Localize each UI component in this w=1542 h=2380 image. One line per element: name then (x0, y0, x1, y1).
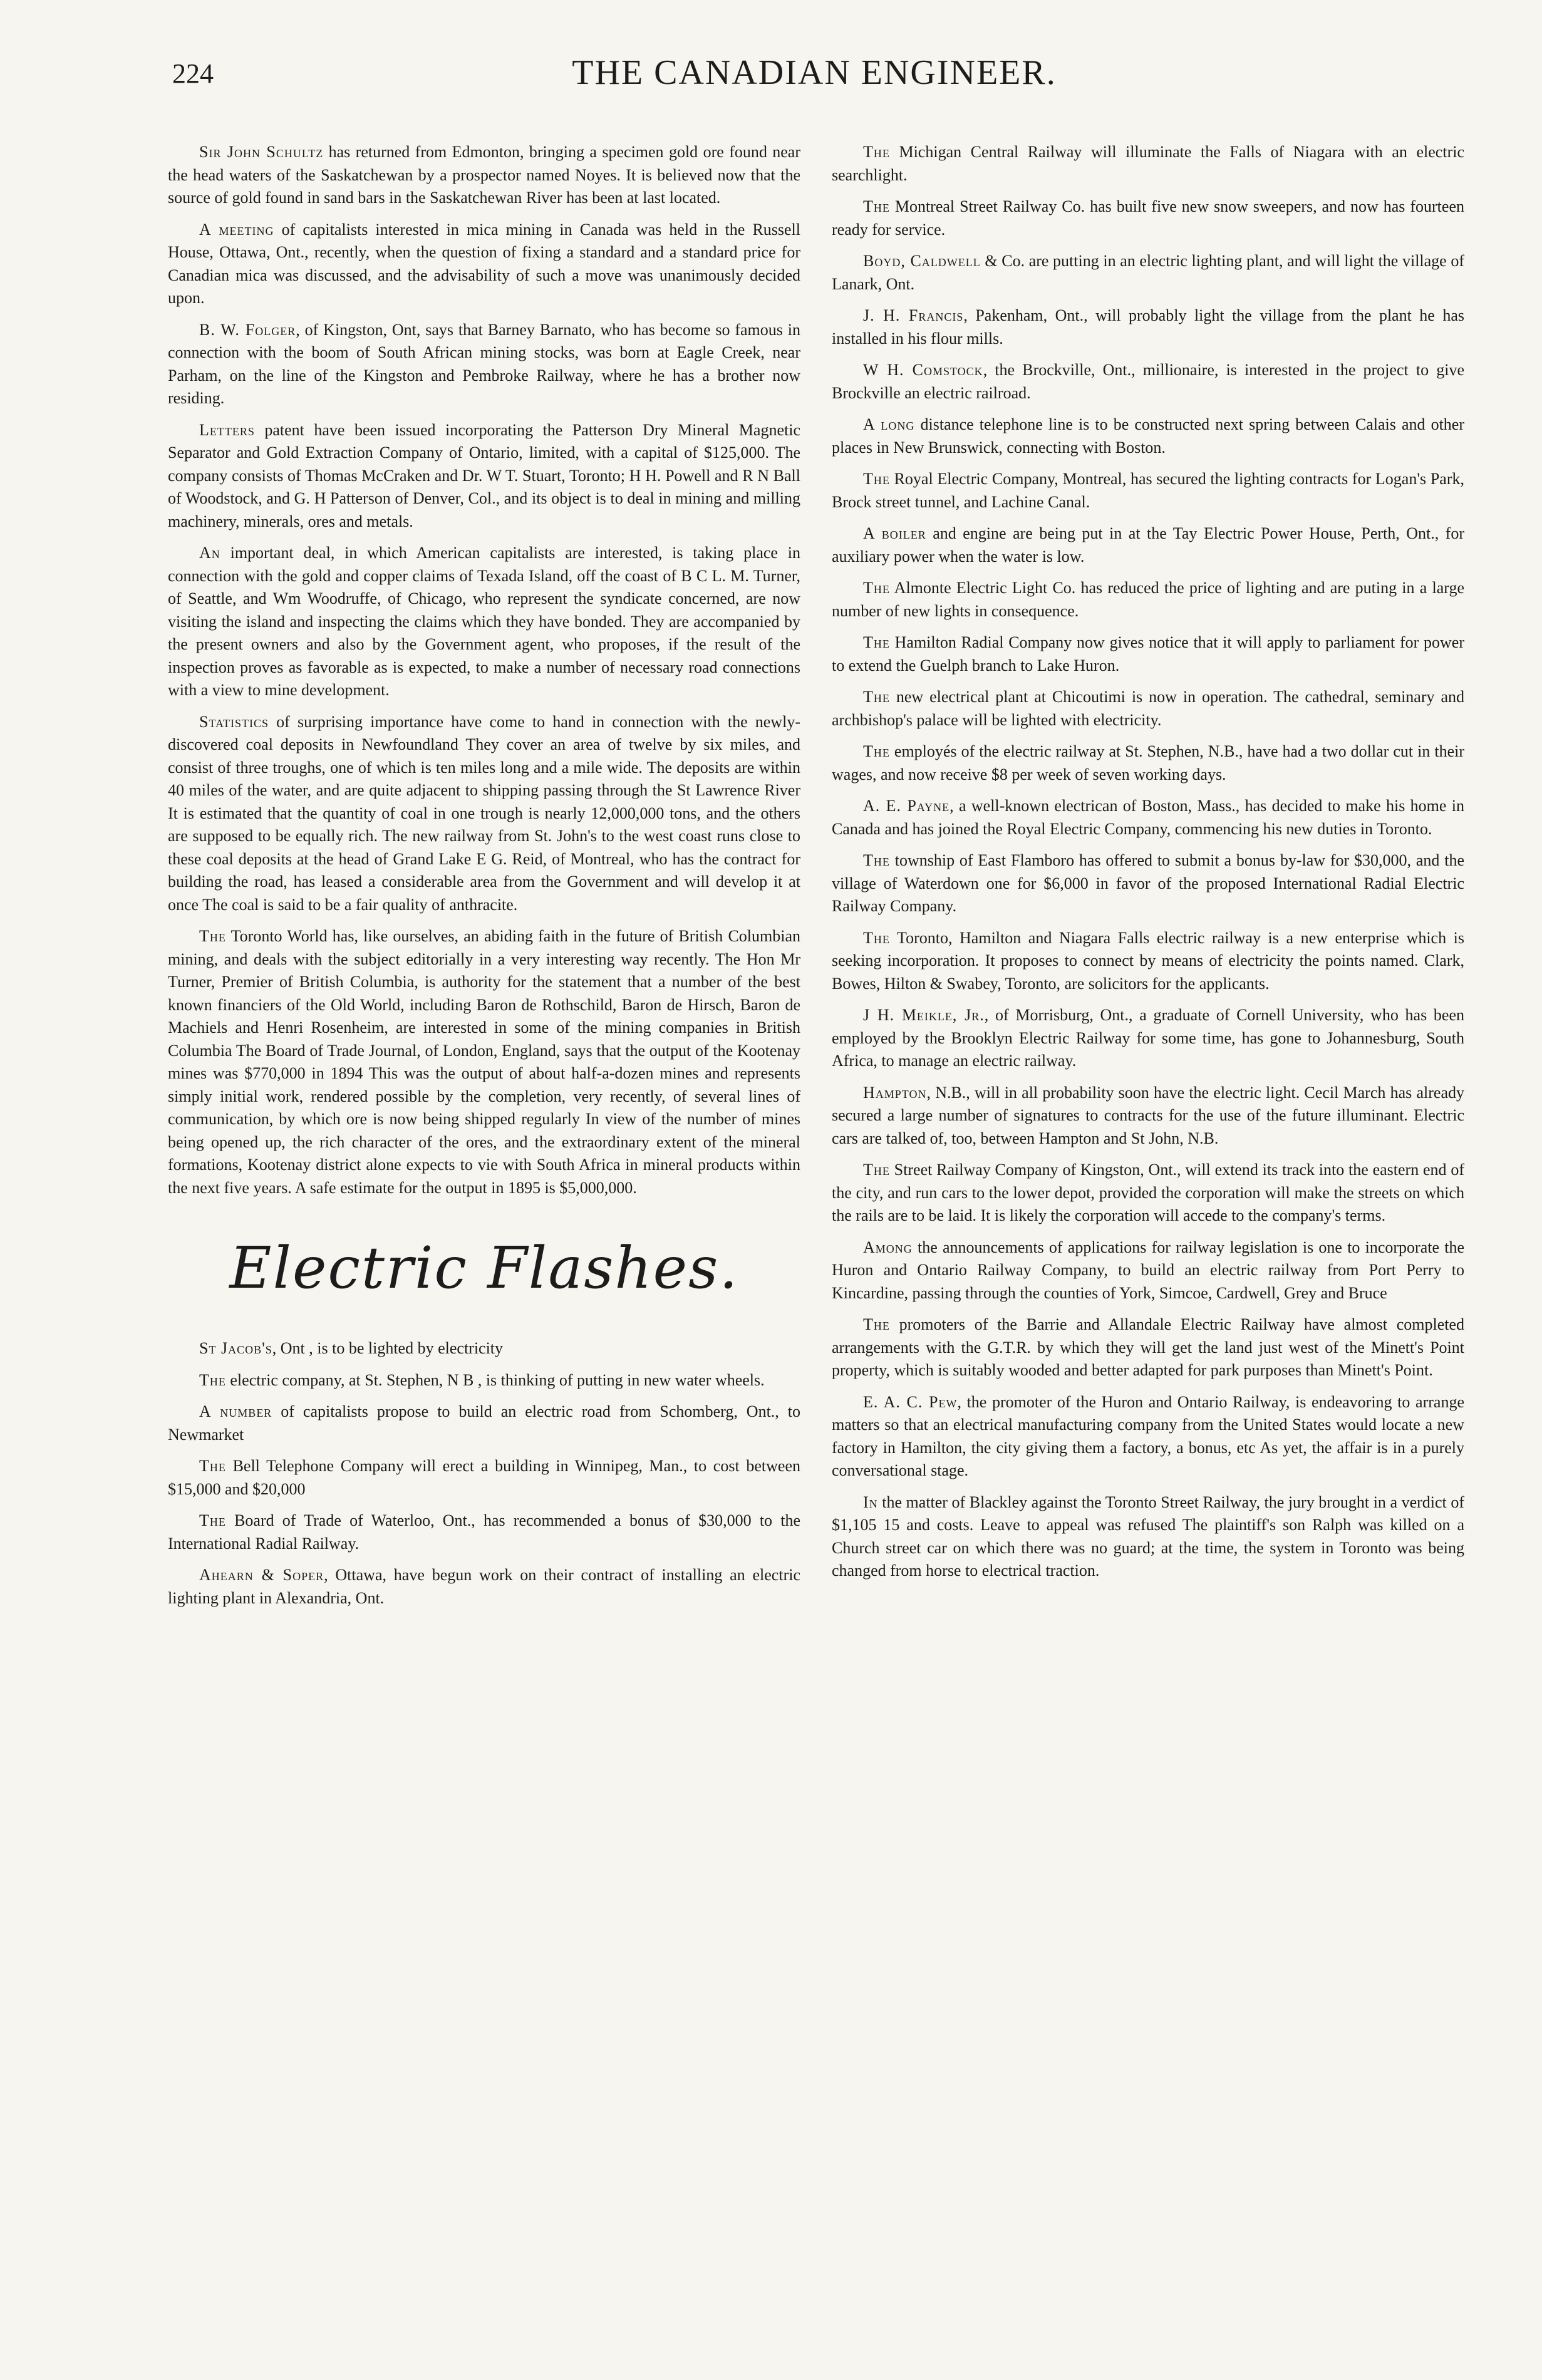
paragraph-text: & Co. are putting in an electric lighting plant, and will light the village of Lanark, Ont. (832, 252, 1464, 293)
paragraph-lead: B. W. Folger (199, 320, 296, 339)
paragraph (832, 141, 1464, 187)
paragraph (832, 522, 1464, 568)
paragraph-lead: The (863, 928, 890, 947)
paragraph (168, 1337, 800, 1360)
left-articles (168, 141, 800, 1199)
paragraph (168, 319, 800, 410)
paragraph-lead: St Jacob's (199, 1339, 272, 1357)
paragraph-text: , Pakenham, Ont., will probably light the village from the plant he has installed in his flour mills. (832, 306, 1464, 348)
paragraph (832, 359, 1464, 405)
paragraph-text: has returned from Edmonton, bringing a specimen gold ore found near the head waters of the Saskatchewan by a prospector named Noyes. It is believed now that the source of gold found in sand bars in the Saskatchewan River has been at last located. (168, 143, 800, 207)
paragraph (832, 304, 1464, 350)
paragraph-lead: The (199, 1511, 226, 1529)
flashes-left (168, 1337, 800, 1610)
paragraph-text: , N.B., will in all probability soon have the electric light. Cecil March has already secured a large number of signatures to contracts for the use of the future illuminant. Electric cars are talked of, too, between Hampton and St John, N.B. (832, 1083, 1464, 1147)
paragraph-lead: The (863, 688, 890, 706)
paragraph-text: , Ottawa, have begun work on their contract of installing an electric lighting plant in Alexandria, Ont. (168, 1566, 800, 1607)
paragraph-text: promoters of the Barrie and Allandale Electric Railway have almost completed arrangements with the G.T.R. by which they will get the land just west of the Minett's Point property, which is suitably wooded and better adapted for park purposes than Minett's Point. (832, 1315, 1464, 1379)
paragraph-lead: The (863, 1315, 890, 1333)
paragraph (832, 577, 1464, 623)
paragraph-text: of capitalists propose to build an electric road from Schomberg, Ont., to Newmarket (168, 1402, 800, 1444)
paragraph (168, 1564, 800, 1610)
paragraph-text: Street Railway Company of Kingston, Ont., will extend its track into the eastern end of the city, and run cars to the lower depot, provided the corporation will make the streets on which the rails are to be laid. It is likely the corporation will accede to the company's terms. (832, 1161, 1464, 1224)
paragraph-text: Bell Telephone Company will erect a building in Winnipeg, Man., to cost between $15,000 and $20,000 (168, 1457, 800, 1498)
left-column (168, 141, 800, 2346)
paragraph-lead: The (863, 579, 890, 597)
paragraph-text: , of Kingston, Ont, says that Barney Barnato, who has become so famous in connection with the boom of South African mining stocks, was born at Eagle Creek, near Parham, on the line of the Kingston and Pembroke Railway, where he has a brother now residing. (168, 320, 800, 407)
paragraph-lead: J H. Meikle, Jr. (863, 1006, 985, 1024)
paragraph (832, 1236, 1464, 1305)
paragraph-text: patent have been issued incorporating the Patterson Dry Mineral Magnetic Separator and Gold Extraction Company of Ontario, limited, with a capital of $125,000. The company consists of Thomas McCraken and Dr. W T. Stuart, Toronto; H H. Powell and R N Ball of Woodstock, and G. H Patterson of Denver, Col., and its object is to deal in mining and milling machinery, minerals, ores and metals. (168, 420, 800, 530)
paragraph (832, 195, 1464, 241)
paragraph-text: Toronto World has, like ourselves, an abiding faith in the future of British Columbian mining, and deals with the subject editorially in a very interesting way recently. The Hon Mr Turner, Premier of British Columbia, is authority for the statement that a number of the best known financiers of the Old World, including Baron de Rothschild, Baron de Hirsch, Baron de Machiels and Henri Rosenheim, are interested in some of the mining companies in British Columbia The Board of Trade Journal, of London, England, says that the output of the Kootenay mines was $770,000 in 1894 This was the output of about half-a-dozen mines and represents simply initial work, rendered possible by the completion, very recently, of several lines of communication, by which ore is now being shipped regularly In view of the number of mines being opened up, the rich character of the ores, and the extraordinary extent of the mineral formations, Kootenay district alone expects to vie with South Africa in mineral products within the next five years. A safe estimate for the output in 1895 is $5,000,000. (168, 927, 800, 1197)
paragraph-lead: A number (199, 1402, 272, 1420)
paragraph (168, 219, 800, 310)
paragraph-lead: Letters (199, 420, 255, 439)
paragraph-text: and engine are being put in at the Tay Electric Power House, Perth, Ont., for auxiliary power when the water is low. (832, 524, 1464, 566)
paragraph (832, 795, 1464, 841)
paragraph-lead: A. E. Payne (863, 797, 950, 815)
paragraph (832, 413, 1464, 459)
paragraph (168, 419, 800, 534)
paragraph-text: Board of Trade of Waterloo, Ont., has recommended a bonus of $30,000 to the International Radial Railway. (168, 1511, 800, 1553)
paragraph (832, 250, 1464, 296)
paragraph-lead: The (863, 143, 890, 161)
paragraph (832, 1082, 1464, 1151)
paragraph-lead: The (863, 633, 890, 651)
paragraph-text: the announcements of applications for railway legislation is one to incorporate the Huron and Ontario Railway Company, to build an electric railway from Port Perry to Kincardine, passing through the counties of York, Simcoe, Cardwell, Grey and Bruce (832, 1238, 1464, 1302)
paragraph-text: Montreal Street Railway Co. has built five new snow sweepers, and now has fourteen ready for service. (832, 197, 1464, 239)
paragraph (832, 927, 1464, 996)
paragraph (832, 686, 1464, 732)
paragraph (168, 1400, 800, 1446)
paragraph-text: , Ont , is to be lighted by electricity (272, 1339, 504, 1357)
paragraph-lead: E. A. C. Pew (863, 1392, 958, 1411)
paragraph (168, 1455, 800, 1501)
section-title: Electric Flashes. (229, 1234, 739, 1301)
paragraph-text: , a well-known electrican of Boston, Mass., has decided to make his home in Canada and has joined the Royal Electric Company, commencing his new duties in Toronto. (832, 797, 1464, 838)
paragraph-text: new electrical plant at Chicoutimi is now in operation. The cathedral, seminary and archbishop's palace will be lighted with electricity. (832, 688, 1464, 729)
paragraph-lead: The (863, 470, 890, 488)
paragraph-text: employés of the electric railway at St. Stephen, N.B., have had a two dollar cut in their wages, and now receive $8 per week of seven working days. (832, 742, 1464, 784)
paragraph-text: Royal Electric Company, Montreal, has secured the lighting contracts for Logan's Park, Brock street tunnel, and Lachine Canal. (832, 470, 1464, 511)
paragraph-lead: In (863, 1493, 878, 1511)
paragraph-lead: A long (863, 415, 915, 433)
paragraph-lead: The (199, 1370, 226, 1389)
paragraph-lead: The (863, 197, 890, 215)
paragraph-lead: Among (863, 1238, 913, 1256)
journal-title: THE CANADIAN ENGINEER. (572, 53, 1057, 92)
paragraph-text: Almonte Electric Light Co. has reduced the price of lighting and are puting in a large number of new lights in consequence. (832, 579, 1464, 620)
page-number: 224 (172, 58, 214, 89)
paragraph-lead: The (199, 1457, 226, 1475)
paragraph-lead: Ahearn & Soper (199, 1566, 324, 1584)
paragraph-text: Michigan Central Railway will illuminate the Falls of Niagara with an electric searchlight. (832, 143, 1464, 184)
paragraph-text: the matter of Blackley against the Toronto Street Railway, the jury brought in a verdict of $1,105 15 and costs. Leave to appeal was refused The plaintiff's son Ralph was killed on a Church street car on which there was no guard; at the time, the system in Toronto was being changed from horse to electrical traction. (832, 1493, 1464, 1580)
paragraph-lead: Statistics (199, 712, 269, 731)
paragraph-text: Hamilton Radial Company now gives notice that it will apply to parliament for power to extend the Guelph branch to Lake Huron. (832, 633, 1464, 675)
paragraph (832, 1491, 1464, 1583)
paragraph-lead: The (863, 1161, 890, 1179)
paragraph-lead: The (863, 742, 890, 760)
paragraph-lead: An (199, 544, 220, 562)
paragraph-text: distance telephone line is to be constructed next spring between Calais and other places in New Brunswick, connecting with Boston. (832, 415, 1464, 457)
paragraph (168, 925, 800, 1199)
paragraph-text: Toronto, Hamilton and Niagara Falls electric railway is a new enterprise which is seeking incorporation. It proposes to connect by means of electricity the points named. Clark, Bowes, Hilton & Swabey, Toronto, are solicitors for the applicants. (832, 928, 1464, 993)
paragraph-lead: A boiler (863, 524, 926, 542)
paragraph-lead: W H. Comstock (863, 361, 983, 379)
paragraph (832, 468, 1464, 514)
paragraph (832, 1391, 1464, 1482)
paragraph (832, 631, 1464, 677)
paragraph-text: , the Brockville, Ont., millionaire, is interested in the project to give Brockville an electric railroad. (832, 361, 1464, 402)
paragraph-lead: A meeting (199, 220, 274, 239)
paragraph-lead: The (863, 851, 890, 869)
right-column (832, 141, 1464, 2346)
right-articles (832, 141, 1464, 1583)
paragraph-text: , of Morrisburg, Ont., a graduate of Cornell University, who has been employed by the Brooklyn Electric Railway for some time, has gone to Johannesburg, South Africa, to manage an electric railway. (832, 1006, 1464, 1070)
paragraph-lead: Sir John Schultz (199, 143, 324, 161)
paragraph (168, 711, 800, 917)
paragraph-text: electric company, at St. Stephen, N B , is thinking of putting in new water wheels. (225, 1370, 765, 1389)
paragraph (832, 1004, 1464, 1073)
paragraph-lead: The (199, 927, 226, 945)
paragraph-text: important deal, in which American capitalists are interested, is taking place in connection with the gold and copper claims of Texada Island, off the coast of B C L. M. Turner, of Seattle, and Wm Woodruffe, of Chicago, who represent the syndicate concerned, are now visiting the island and inspecting the claims which they have bonded. They are accompanied by the present owners and also by the Government agent, who proposes, if the result of the inspection proves as favorable as is expected, to make a number of necessary road connections with a view to mine development. (168, 544, 800, 699)
paragraph-lead: J. H. Francis (863, 306, 964, 324)
paragraph (832, 1313, 1464, 1382)
paragraph (832, 740, 1464, 786)
paragraph (832, 1159, 1464, 1228)
paragraph (168, 1369, 800, 1392)
paragraph-text: township of East Flamboro has offered to submit a bonus by-law for $30,000, and the village of Waterdown one for $6,000 in favor of the proposed International Radial Electric Railway Company. (832, 851, 1464, 915)
paragraph-text: of capitalists interested in mica mining in Canada was held in the Russell House, Ottawa, Ont., recently, when the question of fixing a standard and a standard price for Canadian mica was discussed, and the advisability of such a move was unanimously decided upon. (168, 220, 800, 307)
paragraph-lead: Hampton (863, 1083, 927, 1102)
paragraph (832, 849, 1464, 918)
paragraph-text: , the promoter of the Huron and Ontario Railway, is endeavoring to arrange matters so that an electrical manufacturing company from the United States would locate a new factory in Hamilton, the city giving them a factory, a bonus, etc As yet, the affair is in a purely conversational stage. (832, 1392, 1464, 1479)
paragraph-text: of surprising importance have come to hand in connection with the newly-discovered coal deposits in Newfoundland They cover an area of twelve by six miles, and consist of three troughs, one of which is ten miles long and a mile wide. The deposits are within 40 miles of the water, and are quite adjacent to shipping passing through the St Lawrence River It is estimated that the quantity of coal in one trough is nearly 12,000,000 tons, and the others are supposed to be equally rich. The new railway from St. John's to the west coast runs close to these coal deposits at the head of Grand Lake E G. Reid, of Montreal, who has the contract for building the road, has leased a considerable area from the Government and will develop it at once The coal is said to be a fair quality of anthracite. (168, 712, 800, 914)
paragraph (168, 542, 800, 702)
paragraph (168, 141, 800, 210)
paragraph (168, 1509, 800, 1555)
paragraph-lead: Boyd, Caldwell (863, 252, 981, 270)
page-header (160, 45, 1469, 101)
